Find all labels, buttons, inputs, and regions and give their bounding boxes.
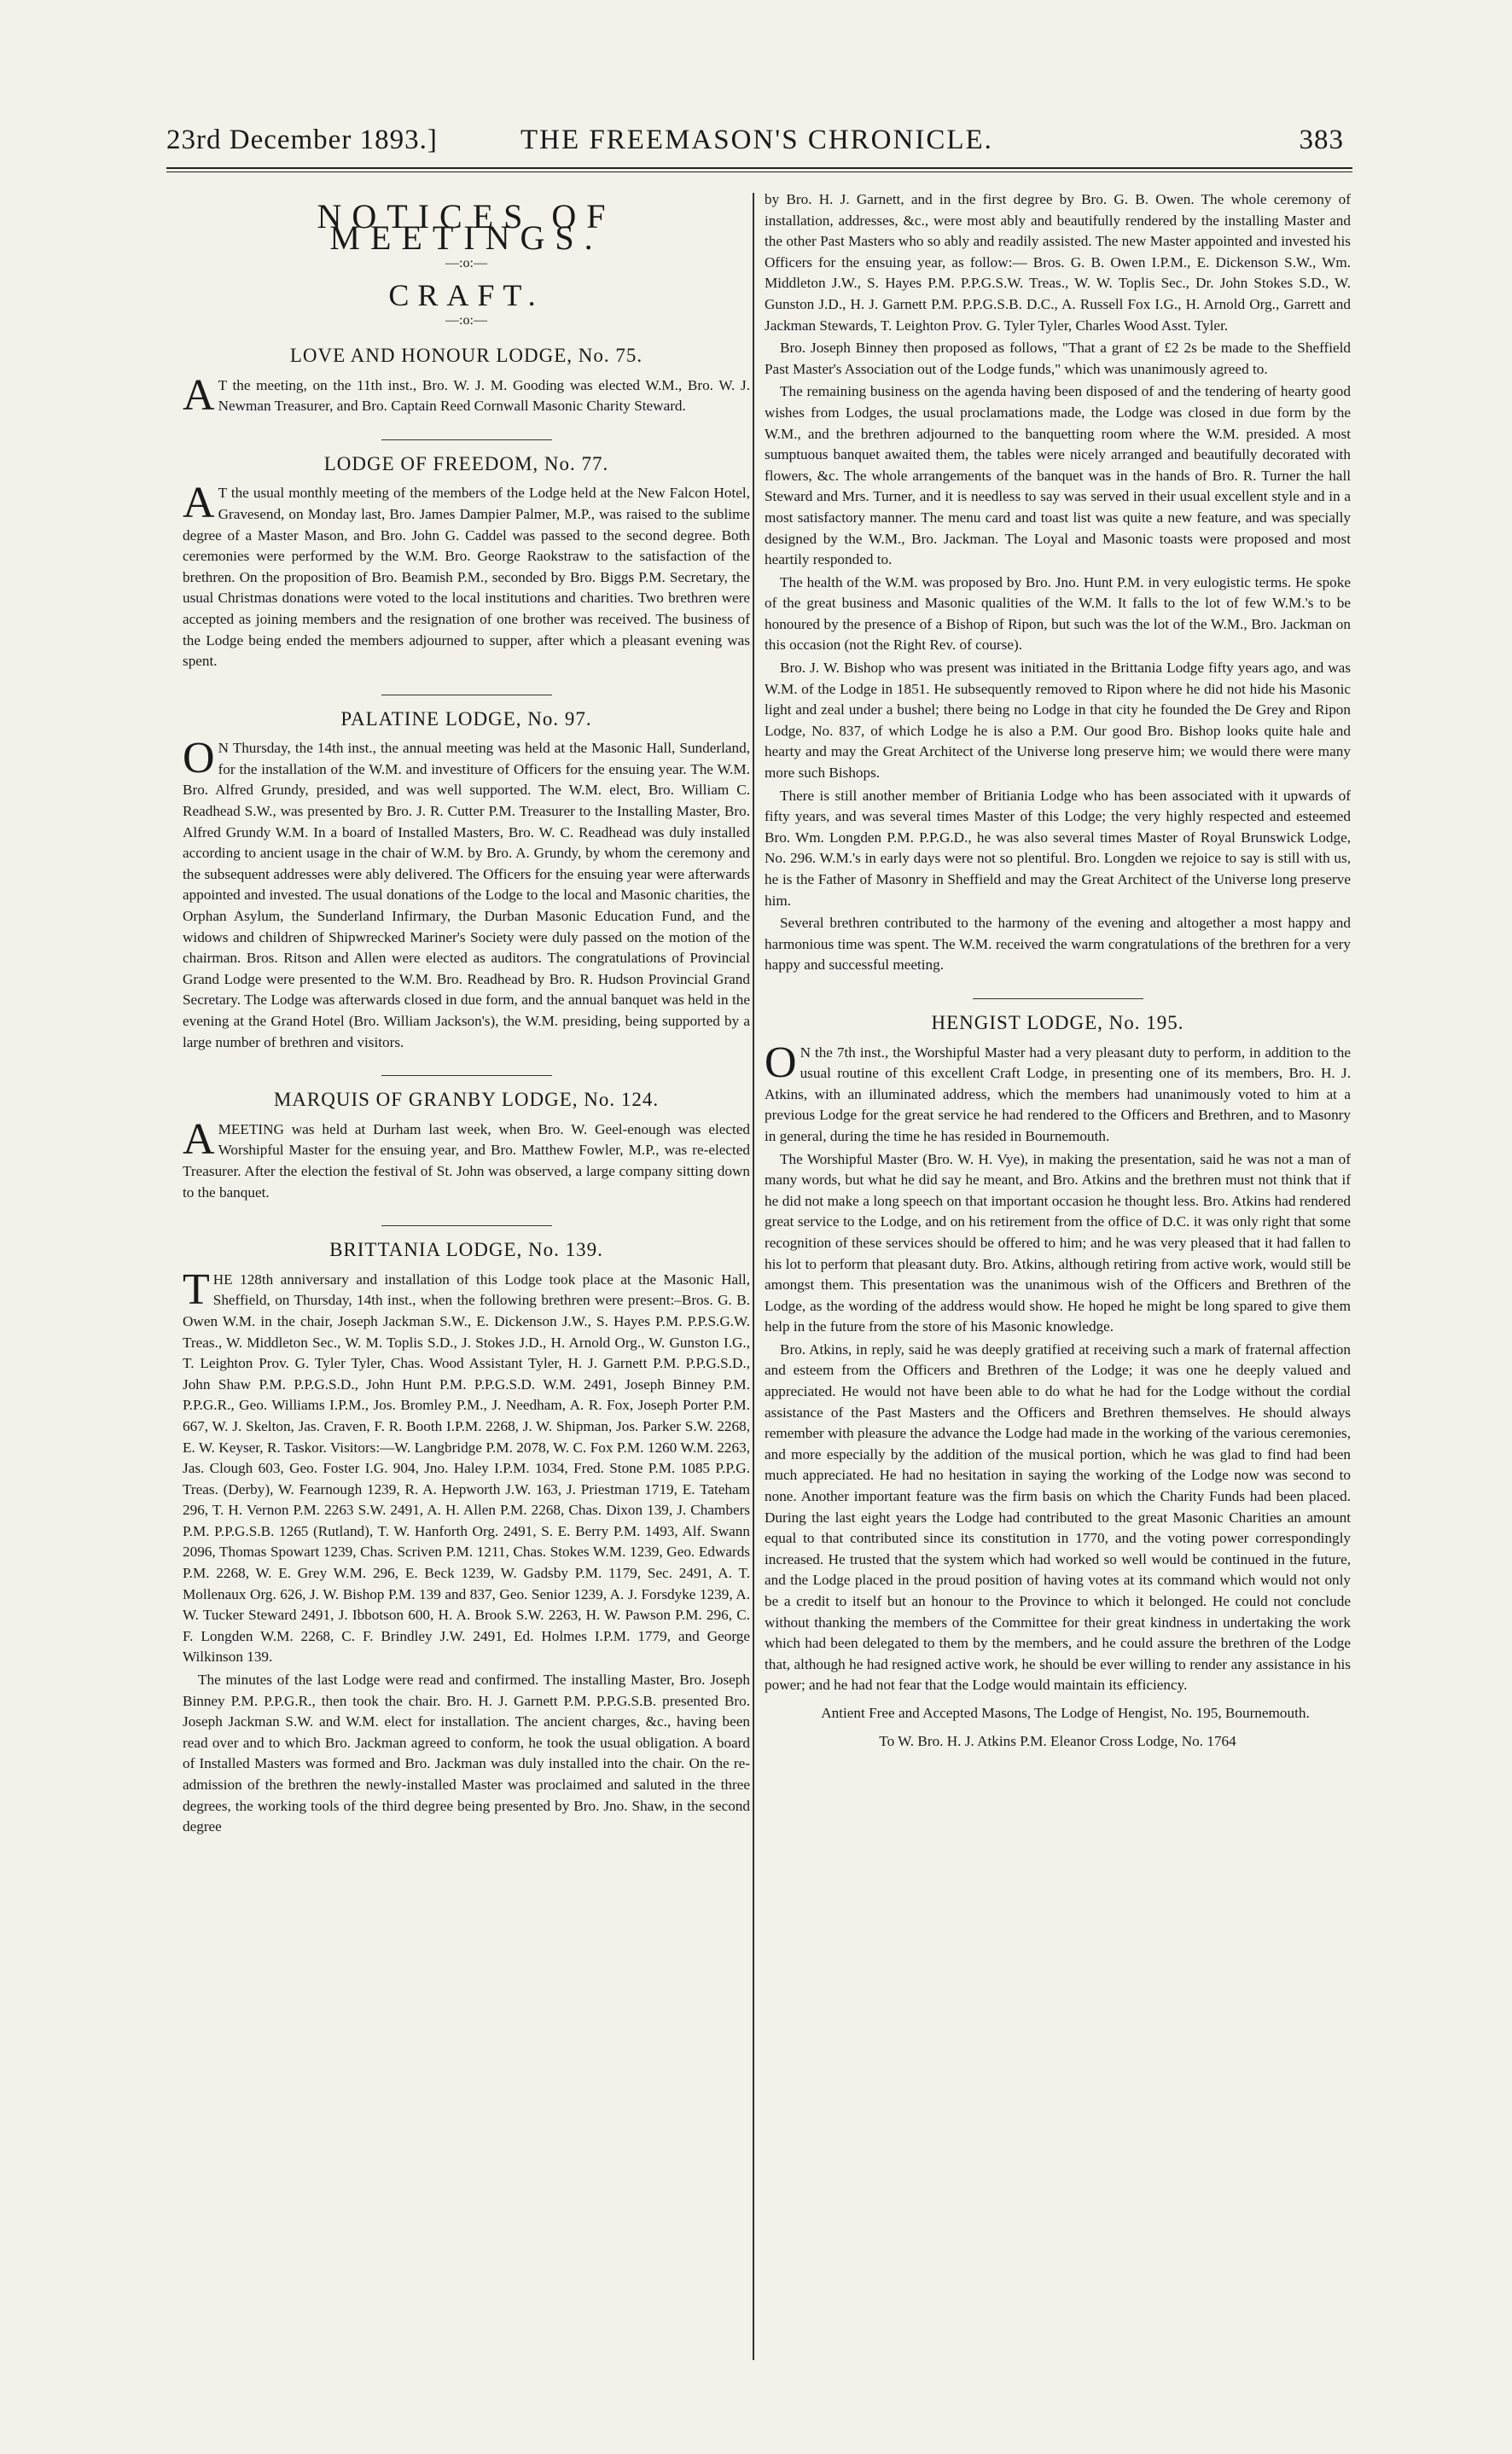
craft-heading: CRAFT. xyxy=(388,277,544,312)
drop-cap: A xyxy=(183,1114,215,1164)
drop-cap: T xyxy=(183,1265,210,1314)
hengist-address-to: To W. Bro. H. J. Atkins P.M. Eleanor Cross Lodge, No. 1764 xyxy=(879,1732,1236,1749)
hengist-text-1: O N the 7th inst., the Worshipful Master had a very pleasant duty to perform, in addition to the usual routine of this excellent Craft Lodge, in presenting one of its members, Bro. H. J. Atkins, with an illuminated address, which the members had unanimously voted to him at a previous Lodge for the great service he had rendered to the Officers and Brethren, and to Masonry in general, during the time he has resided in Bournemouth. xyxy=(765,1038,1351,1144)
hengist-text-3: Bro. Atkins, in reply, said he was deeply gratified at receiving such a mark of fraternal affection and esteem from the Officers and Brethren of the Lodge; it was one he deeply valued and appreciated. He would not have been able to do what he had for the Lodge without the cordial assistance of the Past Masters and the Officers and Brethren themselves. He should always remember with pleasure the advance the Lodge had made in the working of the various ceremonies, and more especially by the addition of the musical portion, which he was glad to find had been much appreciated. He had no hesitation in saying the working of the Lodge now was second to none. Another important feature was the firm basis on which the Charity Funds had been placed. During the last eight years the Lodge had contributed to the great Masonic Charities an amount equal to that contributed since its constitution in 1770, and the voting power correspondingly increased. He trusted that the system which had worked so well would be continued in the future, and the Lodge placed in the proud position of having votes at its command which would not only be a credit to itself but an honour to the Province to which it belonged. He could not conclude without thanking the members of the Committee for their great kindness in undertaking the work which had been delegated to them by the members, and he could assure the brethren of the Lodge that, although he had resigned active work, he should be ever willing to render any assistance in his power; and he had not fear that the Lodge would maintain its efficiency. xyxy=(765,1340,1351,1694)
ornament-2: —:o:— xyxy=(445,313,487,329)
brittania-cont-6: There is still another member of Britiania Lodge who has been associated with it upwards of fifty years, and was several times Master of this Lodge; the very highly respected and esteemed Bro. Wm. Longden P.M. P.P.G.D., he was also several times Master of Royal Brunswick Lodge, No. 296. W.M.'s in early days were not so plentiful. Bro. Longden we rejoice to say is still with us, he is the Father of Masonry in Sheffield and may the Great Architect of the Universe long preserve him. xyxy=(765,787,1351,909)
page-header xyxy=(166,118,1344,167)
page-number: 383 xyxy=(1299,125,1344,155)
header-rule-top xyxy=(166,167,1352,169)
freedom-text: A T the usual monthly meeting of the members of the Lodge held at the New Falcon Hotel, Gravesend, on Monday last, Bro. James Dampier Palmer, M.P., was raised to the sublime degree of a Master Mason, and Bro. John G. Caddel was passed to the second degree. Both ceremonies were performed by the W.M. Bro. George Raokstraw to the satisfaction of the brethren. On the proposition of Bro. Beamish P.M., seconded by Bro. Biggs P.M. Secretary, the usual Christmas donations were voted to the local institutions and charities. Two brethren were accepted as joining members and the resignation of one brother was received. The business of the Lodge being ended the members adjourned to supper, after which a pleasant evening was spent. xyxy=(183,479,750,670)
brittania-cont-3: The remaining business on the agenda having been disposed of and the tendering of hearty good wishes from Lodges, the usual proclamations made, the Lodge was closed in due form by the W.M., and the brethren adjourned to the banquetting room where the W.M. presided. A most sumptuous banquet awaited them, the tables were nicely arranged and beautifully decorated with flowers, &c. The whole arrangements of the banquet was in the hands of Bro. R. Turner the hall Steward and Mrs. Turner, and it is needless to say was served in their usual excellent style and in a most satisfactory manner. The menu card and toast list was quite a new feature, and was specially designed by the W.M., Bro. Jackman. The Loyal and Masonic toasts were proposed and most heartily responded to. xyxy=(765,383,1351,568)
column-divider xyxy=(753,193,754,2360)
section-separator xyxy=(381,1075,552,1076)
granby-text: AMEETING was held at Durham last week, when Bro. W. Geel-enough was elected Worshipful Master for the ensuing year, and Bro. Matthew Fowler, M.P., was re-elected Treasurer. After the election the festival of St. John was observed, a large company sitting down to the banquet. xyxy=(183,1114,750,1201)
ornament-1: —:o:— xyxy=(445,256,487,271)
brittania-cont-2: Bro. Joseph Binney then proposed as follows, "That a grant of £2 2s be made to the Sheffield Past Master's Association out of the Lodge funds," which was unanimously agreed to. xyxy=(765,340,1351,377)
love-honour-text: A T the meeting, on the 11th inst., Bro. W. J. M. Gooding was elected W.M., Bro. W. J. Newman Treasurer, and Bro. Captain Reed Cornwall Masonic Charity Steward. xyxy=(183,370,750,420)
love-honour-title: LOVE AND HONOUR LODGE, No. 75. xyxy=(289,344,643,366)
section-separator xyxy=(381,1225,552,1226)
publication-title: THE FREEMASON'S CHRONICLE. xyxy=(520,125,993,155)
brittania-cont-1: by Bro. H. J. Garnett, and in the first degree by Bro. G. B. Owen. The whole ceremony of installation, addresses, &c., were most ably and beautifully rendered by the installing Master and the other Past Masters who so ably and readily assisted. The new Master appointed and invested his Officers for the ensuing year, as follow:— Bros. G. B. Owen I.P.M., E. Dickenson S.W., Wm. Middleton J.W., S. Hayes P.M. P.P.G.S.W. Treas., W. W. Toplis Sec., Dr. John Stokes S.D., W. Gunston J.D., H. J. Garnett P.M. P.P.G.S.B. D.C., A. Russell Fox I.G., H. Arnold Org., Garrett and Jackman Stewards, T. Leighton Prov. G. Tyler Tyler, Charles Wood Asst. Tyler. xyxy=(765,191,1351,334)
section-separator xyxy=(973,998,1143,999)
drop-cap: A xyxy=(183,370,215,420)
brittania-text-1: THE 128th anniversary and installation of this Lodge took place at the Masonic Hall, Sheffield, on Thursday, 14th inst., when the following brethren were present:–Bros. G. B. Owen W.M. in the chair, Joseph Jackman S.W., E. Dickenson J.W., S. Hayes P.M. P.P.S.G.W. Treas., W. Middleton Sec., W. M. Toplis S.D., J. Stokes J.D., H. Arnold Org., W. Gunston I.G., T. Leighton Prov. G. Tyler Tyler, Chas. Wood Assistant Tyler, H. J. Garnett P.M. P.P.G.S.D., John Shaw P.M. P.P.G.S.D., John Hunt P.M. P.P.G.S.D. W.M. 2491, Joseph Binney P.M. P.P.G.R., Geo. Williams I.P.M., Jos. Bromley P.M., J. Needham, A. R. Fox, Joseph Porter P.M. 667, W. J. Skelton, Jas. Craven, F. R. Booth I.P.M. 2268, J. W. Shipman, Jos. Parker S.W. 2268, E. W. Keyser, R. Taskor. Visitors:—W. Langbridge P.M. 2078, W. C. Fox P.M. 1260 W.M. 2263, Jas. Clough 603, Geo. Foster I.G. 904, Jno. Haley I.P.M. 1034, Fred. Stone P.M. 1085 P.P.G. Treas. (Derby), W. Fearnough 1239, R. A. Hepworth J.W. 163, J. Priestman 1719, E. Tateham 296, T. H. Vernon P.M. 2263 S.W. 2491, A. H. Allen P.M. 2268, Chas. Dixon 139, J. Chambers P.M. P.P.G.S.B. 1265 (Rutland), T. W. Hanforth Org. 2491, S. E. Berry P.M. 1493, Alf. Swann 2096, Thomas Spowart 1239, Chas. Scriven P.M. 1211, Chas. Stokes W.M. 1239, Geo. Edwards P.M. 2268, W. E. Grey W.M. 296, E. Beck 1239, W. Gadsby P.M. 1179, Sec. 2491, A. T. Mollenaux Org. 626, J. W. Bishop P.M. 139 and 837, Geo. Senior 1239, A. J. Forsdyke 1239, A. W. Tucker Steward 2491, J. Ibbotson 600, H. A. Brook S.W. 2263, H. W. Pawson P.M. 296, C. F. Longden W.M. 2268, C. F. Brindley J.W. 2491, Ed. Holmes I.P.M. 1779, and George Wilkinson 139. xyxy=(183,1265,750,1666)
brittania-cont-7: Several brethren contributed to the harmony of the evening and altogether a most happy and harmonious time was spent. The W.M. received the warm congratulations of the brethren for a very happy and successful meeting. xyxy=(765,915,1351,974)
palatine-text: O N Thursday, the 14th inst., the annual meeting was held at the Masonic Hall, Sunderland, for the installation of the W.M. and investiture of Officers for the ensuing year. The W.M. Bro. Alfred Grundy, presided, and was well supported. The W.M. elect, Bro. William C. Readhead S.W., was presented by Bro. J. R. Cutter P.M. Treasurer to the Installing Master, Bro. Alfred Grundy W.M. In a board of Installed Masters, Bro. W. C. Readhead was duly installed according to ancient usage in the chair of W.M. by Bro. A. Grundy, by whom the ceremony and the subsequent addresses were ably delivered. The Officers for the ensuing year were afterwards appointed and invested. The usual donations of the Lodge to the local and Masonic charities, the Orphan Asylum, the Sunderland Infirmary, the Durban Masonic Education Fund, and the widows and children of Shipwrecked Mariner's Society were duly passed on the motion of the chairman. Bros. Ritson and Allen were elected as auditors. The congratulations of Provincial Grand Lodge were presented to the W.M. Bro. Readhead by Bro. R. Hudson Provincial Grand Secretary. The Lodge was afterwards closed in due form, and the annual banquet was held in the evening at the Grand Hotel (Bro. William Jackson's), the W.M. presiding, being supported by a large number of brethren and visitors. xyxy=(183,734,750,1050)
left-column xyxy=(183,189,750,1840)
drop-cap: O xyxy=(183,734,215,783)
palatine-title: PALATINE LODGE, No. 97. xyxy=(340,707,592,730)
brittania-title: BRITTANIA LODGE, No. 139. xyxy=(329,1239,603,1261)
brittania-text-2: The minutes of the last Lodge were read and confirmed. The installing Master, Bro. Joseph Binney P.M. P.P.G.R., then took the chair. Bro. H. J. Garnett P.M. P.P.G.S.B. presented Bro. Joseph Jackman S.W. and W.M. elect for installation. The ancient charges, &c., having been read over and to which Bro. Jackman agreed to conform, he took the usual obligation. A board of Installed Masters was formed and Bro. Jackman was duly installed into the chair. On the re-admission of the brethren the newly-installed Master was proclaimed and saluted in the three degrees, the working tools of the third degree being presented by Bro. Jno. Shaw, in the second degree xyxy=(183,1672,750,1835)
issue-date: 23rd December 1893.] xyxy=(166,125,438,155)
hengist-address-heading: Antient Free and Accepted Masons, The Lodge of Hengist, No. 195, Bournemouth. xyxy=(821,1704,1310,1721)
hengist-text-2: The Worshipful Master (Bro. W. H. Vye), in making the presentation, said he was not a man of many words, but what he did say he meant, and Bro. Atkins and the brethren must not think that if he did not make a long speech on that important occasion he thought less. Bro. Atkins had rendered great service to the Lodge, and on his retirement from the office of D.C. it was only right that some recognition of these services should be offered to him; and he was very pleased that it had fallen to his lot to perform that pleasant duty. Bro. Atkins, although retiring from active work, would still be amongst them. This presentation was the unanimous wish of the Officers and Brethren of the Lodge, as the wording of the address would show. He hoped he might be long spared to give them help in the future from the store of his Masonic knowledge. xyxy=(765,1150,1351,1335)
notices-heading: NOTICES OF MEETINGS. xyxy=(317,197,616,257)
drop-cap: A xyxy=(183,479,215,528)
brittania-cont-4: The health of the W.M. was proposed by Bro. Jno. Hunt P.M. in very eulogistic terms. He spoke of the great business and Masonic qualities of the W.M. It falls to the lot of few W.M.'s to be honoured by the presence of a Bishop of Ripon, but such was the lot of the W.M., Bro. Jackman on this occasion (not the Right Rev. of course). xyxy=(765,573,1351,654)
brittania-cont-5: Bro. J. W. Bishop who was present was initiated in the Brittania Lodge fifty years ago, and was W.M. of the Lodge in 1851. He subsequently removed to Ripon where he did not hide his Masonic light and zeal under a bushel; there being no Lodge in that city he founded the De Grey and Ripon Lodge, No. 837, of which Lodge he is also a P.M. Our good Bro. Bishop looks quite hale and hearty and may the Great Architect of the Universe long preserve him; we would there were many more such Bishops. xyxy=(765,660,1351,782)
section-separator xyxy=(381,439,552,440)
drop-cap: O xyxy=(765,1038,797,1087)
right-column xyxy=(765,189,1351,1752)
granby-title: MARQUIS OF GRANBY LODGE, No. 124. xyxy=(273,1089,660,1111)
freedom-title: LODGE OF FREEDOM, No. 77. xyxy=(323,452,609,474)
hengist-title: HENGIST LODGE, No. 195. xyxy=(931,1011,1184,1033)
